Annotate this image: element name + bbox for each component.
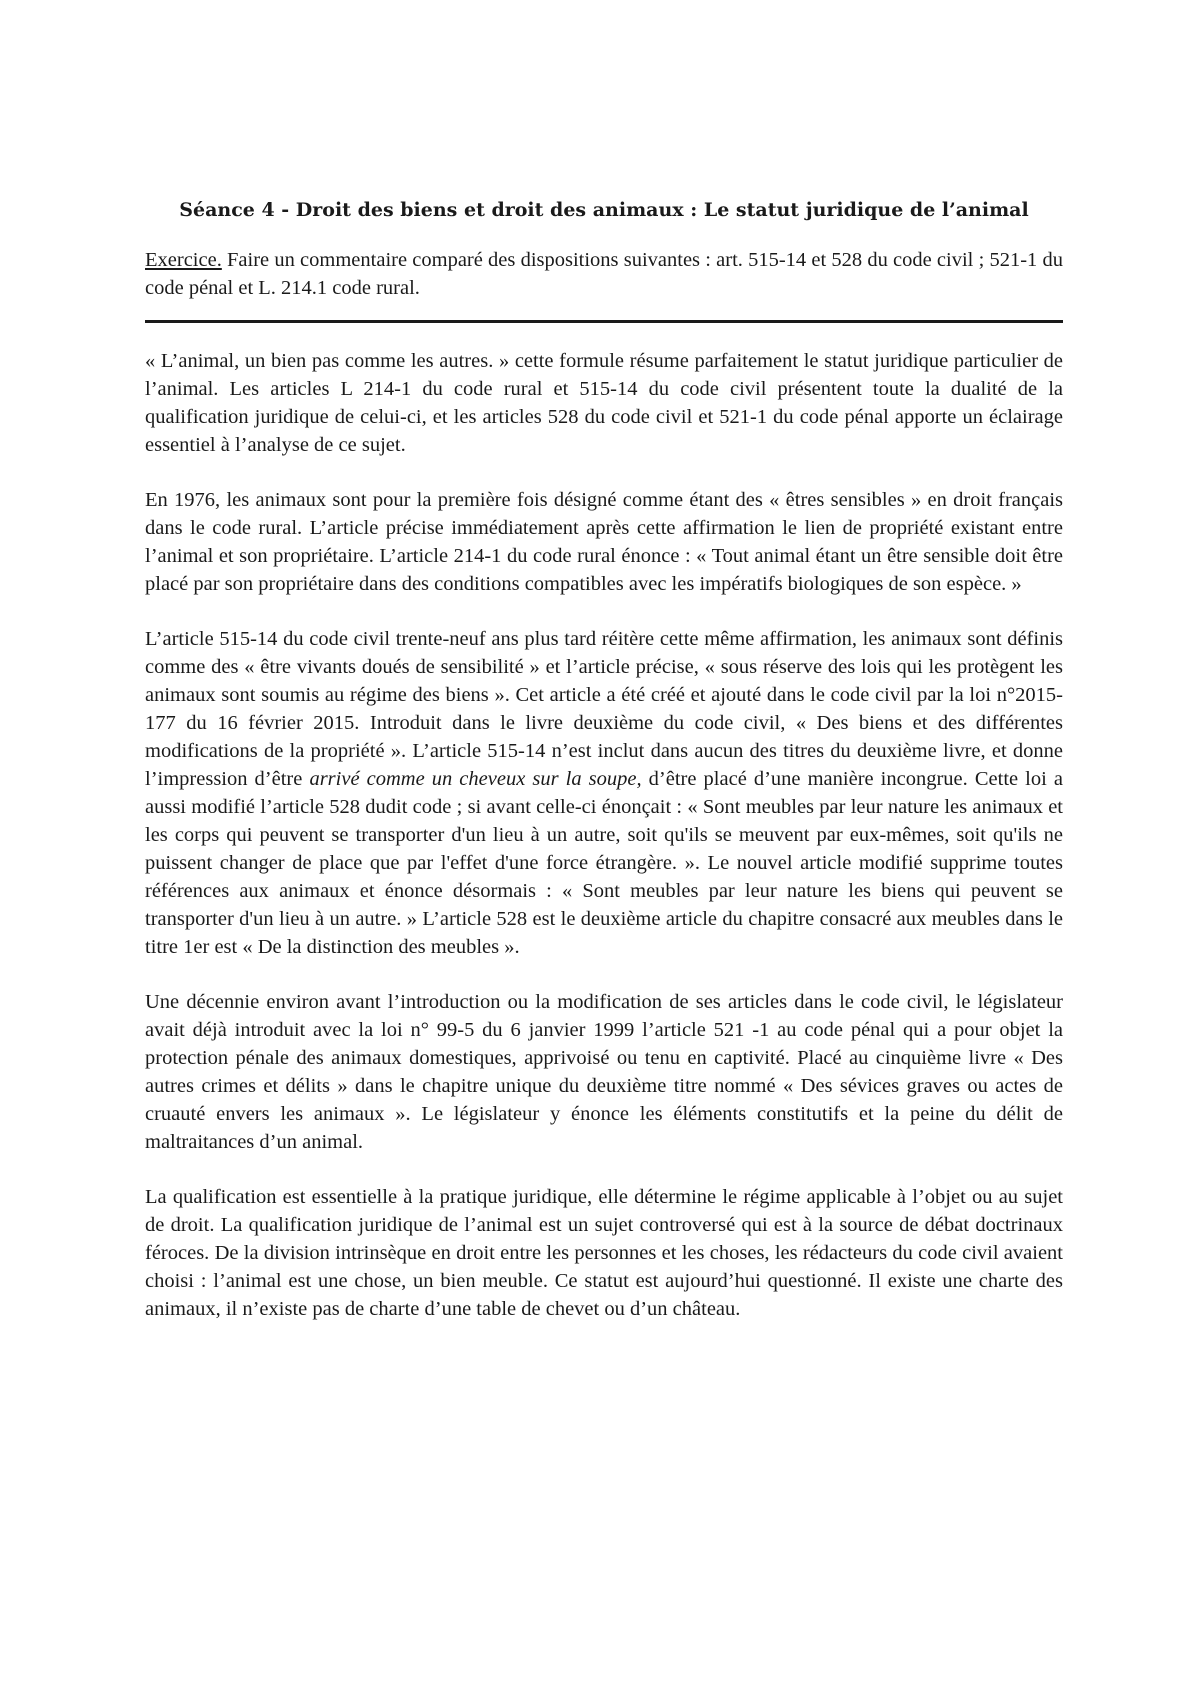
exercise-instruction [145,246,1063,302]
paragraph-code-civil-italic: arrivé comme un cheveux sur la soupe, [309,768,642,790]
exercise-label: Exercice. [145,249,222,271]
paragraph-code-rural: En 1976, les animaux sont pour la première fois désigné comme étant des « êtres sensibles » en droit français dans le code rural. L’article précise immédiatement après cette affirmation le lien de propriété existant entre l’animal et son propriétaire. L’article 214-1 du code rural énonce : « Tout animal étant un être sensible doit être placé par son propriétaire dans des conditions compatibles avec les impératifs biologiques de son espèce. » [145,489,1063,595]
paragraph-code-penal: Une décennie environ avant l’introduction ou la modification de ses articles dans le code civil, le législateur avait déjà introduit avec la loi n° 99-5 du 6 janvier 1999 l’article 521 -1 au code pénal qui a pour objet la protection pénale des animaux domestiques, apprivoisé ou tenu en captivité. Placé au cinquième livre « Des autres crimes et délits » dans le chapitre unique du deuxième titre nommé « Des sévices graves ou actes de cruauté envers les animaux ». Le législateur y énonce les éléments constitutifs et la peine du délit de maltraitances d’un animal. [145,991,1063,1153]
paragraph-code-civil-part-1: L’article 515-14 du code civil trente-neuf ans plus tard réitère cette même affirmation, les animaux sont définis comme des « être vivants doués de sensibilité » et l’article précise, « sous réserve des lois qui les protègent les animaux sont soumis au régime des biens ». Cet article a été créé et ajouté dans le code civil par la loi n°2015-177 du 16 février 2015. Introduit dans le livre deuxième du code civil, « Des biens et des différentes modifications de la propriété ». L’article 515-14 n’est inclut dans aucun des titres du deuxième livre, et donne l’impression d’être [145,628,1063,790]
paragraph-code-civil-part-2: d’être placé d’une manière incongrue. Cette loi a aussi modifié l’article 528 dudit code ; si avant celle-ci énonçait : « Sont meubles par leur nature les animaux et les corps qui peuvent se transporter d'un lieu à un autre, soit qu'ils se meuvent par eux-mêmes, soit qu'ils ne puissent changer de place que par l'effet d'une force étrangère. ». Le nouvel article modifié supprime toutes références aux animaux et énonce désormais : « Sont meubles par leur nature les biens qui peuvent se transporter d'un lieu à un autre. » L’article 528 est le deuxième article du chapitre consacré aux meubles dans le titre 1er est « De la distinction des meubles ». [145,768,1063,958]
document-title: Séance 4 - Droit des biens et droit des animaux : Le statut juridique de l’animal [179,199,1029,221]
paragraph-intro: « L’animal, un bien pas comme les autres. » cette formule résume parfaitement le statut juridique particulier de l’animal. Les articles L 214-1 du code rural et 515-14 du code civil présentent toute la dualité de la qualification juridique de celui-ci, et les articles 528 du code civil et 521-1 du code pénal apporte un éclairage essentiel à l’analyse de ce sujet. [145,350,1063,456]
horizontal-divider [145,320,1063,323]
document-body [145,347,1063,1323]
paragraph-qualification: La qualification est essentielle à la pratique juridique, elle détermine le régime applicable à l’objet ou au sujet de droit. La qualification juridique de l’animal est un sujet controversé qui est à la source de débat doctrinaux féroces. De la division intrinsèque en droit entre les personnes et les choses, les rédacteurs du code civil avaient choisi : l’animal est une chose, un bien meuble. Ce statut est aujourd’hui questionné. Il existe une charte des animaux, il n’existe pas de charte d’une table de chevet ou d’un château. [145,1186,1063,1320]
paragraph-code-civil [145,625,1063,961]
exercise-text: Faire un commentaire comparé des dispositions suivantes : art. 515-14 et 528 du code civil ; 521-1 du code pénal et L. 214.1 code rural. [145,249,1063,299]
document-page [145,196,1063,1350]
